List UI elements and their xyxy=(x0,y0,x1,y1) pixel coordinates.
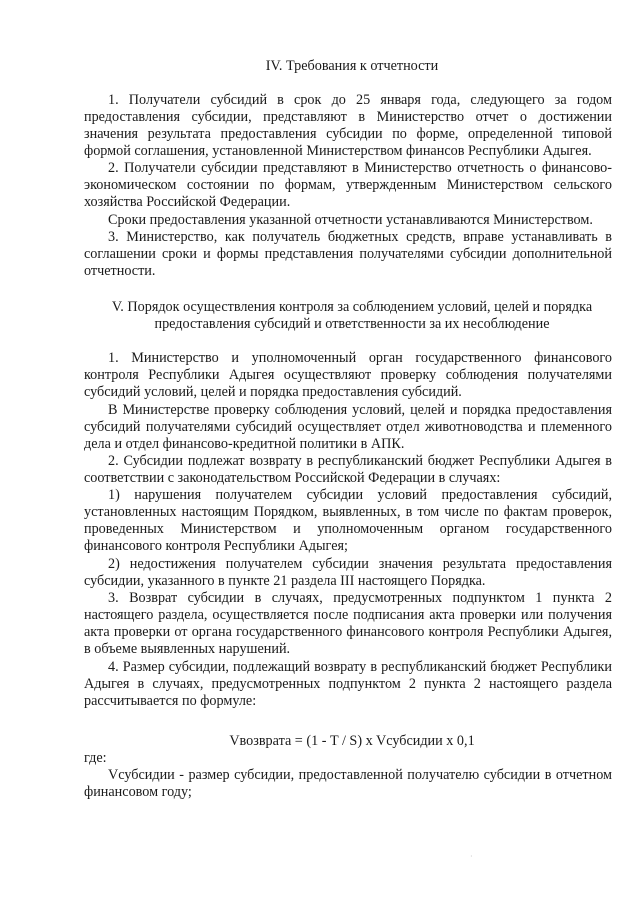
section-5-paragraph-8: Vсубсидии - размер субсидии, предоставленной получателю субсидии в отчетном финансовом году; xyxy=(84,767,612,801)
section-5-paragraph-3: 2. Субсидии подлежат возврату в республиканский бюджет Республики Адыгея в соответствии с законодательством Российской Федерации в случаях: xyxy=(84,453,612,487)
section-4-paragraph-3: Сроки предоставления указанной отчетности устанавливаются Министерством. xyxy=(108,212,593,228)
section-5-title-line-2: предоставления субсидий и ответственности за их несоблюдение xyxy=(154,316,550,332)
section-4-paragraph-4: 3. Министерство, как получатель бюджетных средств, вправе устанавливать в соглашении сроки и формы представления получателями субсидии дополнительной отчетности. xyxy=(84,229,612,280)
section-5-paragraph-5: 2) недостижения получателем субсидии значения результата предоставления субсидии, указанного в пункте 21 раздела III настоящего Порядка. xyxy=(84,556,612,590)
where-label: где: xyxy=(84,750,107,766)
scan-dot-mark: · xyxy=(470,852,473,861)
section-5-title-line-1: V. Порядок осуществления контроля за соблюдением условий, целей и порядка xyxy=(111,299,593,315)
section-4-paragraph-2: 2. Получатели субсидии представляют в Министерство отчетность о финансово-экономическом состоянии по формам, утвержденным Министерством сельского хозяйства Российской Федерации. xyxy=(84,160,612,211)
section-5-paragraph-4: 1) нарушения получателем субсидии условий предоставления субсидий, установленных настоящим Порядком, выявленных, в том числе по фактам проверок, проведенных Министерством и уполномоченным органом государственного финансового контроля Республики Адыгея; xyxy=(84,487,612,555)
refund-formula: Vвозврата = (1 - T / S) x Vсубсидии x 0,1 xyxy=(229,733,475,749)
section-5-paragraph-2: В Министерстве проверку соблюдения условий, целей и порядка предоставления субсидий получателями субсидий осуществляет отдел животноводства и племенного дела и отдел финансово-кредитной политики в АПК. xyxy=(84,402,612,453)
section-4-title: IV. Требования к отчетности xyxy=(265,58,439,74)
section-4-paragraph-1: 1. Получатели субсидий в срок до 25 января года, следующего за годом предоставления субсидии, представляют в Министерство отчет о достижении значения результата предоставления субсидии по форме, определенной типовой формой соглашения, установленной Министерством финансов Республики Адыгея. xyxy=(84,92,612,160)
section-5-paragraph-1: 1. Министерство и уполномоченный орган государственного финансового контроля Республики Адыгея осуществляют проверку соблюдения получателями субсидий условий, целей и порядка предоставления субсидий. xyxy=(84,350,612,401)
section-5-paragraph-6: 3. Возврат субсидии в случаях, предусмотренных подпунктом 1 пункта 2 настоящего раздела, осуществляется после подписания акта проверки или получения акта проверки от органа государственного финансового контроля Республики Адыгея, в объеме выявленных нарушений. xyxy=(84,590,612,658)
section-5-paragraph-7: 4. Размер субсидии, подлежащий возврату в республиканский бюджет Республики Адыгея в случаях, предусмотренных подпунктом 2 пункта 2 настоящего раздела рассчитывается по формуле: xyxy=(84,659,612,710)
